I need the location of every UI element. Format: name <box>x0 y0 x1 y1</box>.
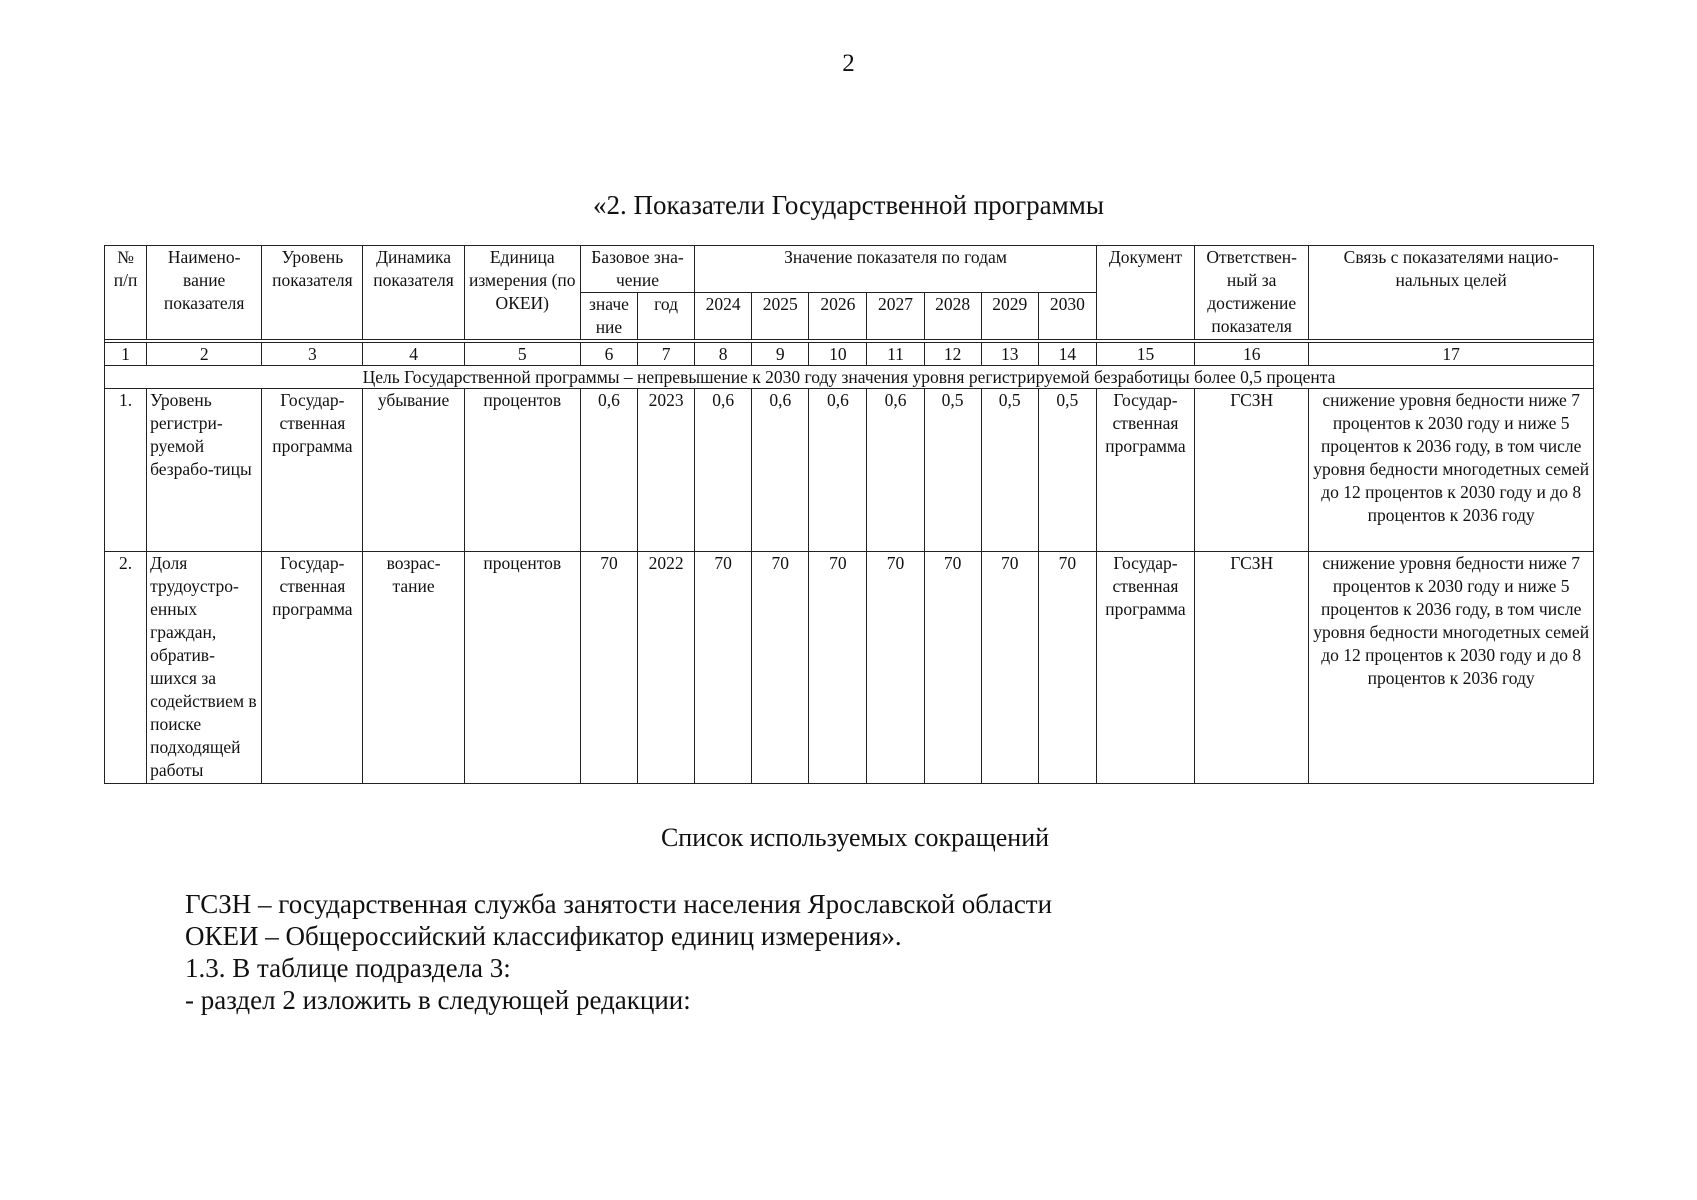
row-dynamics: возрас-тание <box>363 552 464 784</box>
row-value: 0,6 <box>752 389 809 552</box>
header-base-year: год <box>638 293 695 340</box>
abbreviation-item: ГСЗН – государственная служба занятости населения Ярославской области <box>185 889 1053 919</box>
goal-row <box>105 366 1594 389</box>
row-base-year: 2022 <box>638 552 695 784</box>
row-value: 0,5 <box>924 389 981 552</box>
row-unit: процентов <box>464 552 580 784</box>
header-dynamics: Динамика показателя <box>363 246 464 340</box>
indicators-table <box>104 245 1594 784</box>
column-number: 9 <box>752 343 809 366</box>
abbreviation-item: ОКЕИ – Общероссийский классификатор единиц измерения». <box>185 921 902 951</box>
row-base-year: 2023 <box>638 389 695 552</box>
goal-text: Цель Государственной программы – непревышение к 2030 году значения уровня регистрируемой безработицы более 0,5 процента <box>105 366 1594 389</box>
row-num: 2. <box>105 552 147 784</box>
row-value: 70 <box>924 552 981 784</box>
page-number: 2 <box>842 50 855 77</box>
row-value: 70 <box>981 552 1038 784</box>
row-value: 70 <box>752 552 809 784</box>
abbreviations-title: Список используемых сокращений <box>660 823 1050 852</box>
paragraph: - раздел 2 изложить в следующей редакции: <box>185 985 691 1015</box>
column-number: 11 <box>867 343 924 366</box>
column-number: 5 <box>464 343 580 366</box>
row-value: 0,6 <box>809 389 867 552</box>
row-base-value: 70 <box>580 552 637 784</box>
row-document: Государ-ственная программа <box>1096 552 1194 784</box>
header-document: Документ <box>1096 246 1194 340</box>
row-link: снижение уровня бедности ниже 7 процентов к 2030 году и ниже 5 процентов к 2036 году, в том числе уровня бедности многодетных семей до 12 процентов к 2030 году и до 8 процентов к 2036 году <box>1309 552 1594 784</box>
abbreviations-block <box>185 888 1052 1016</box>
column-number: 14 <box>1038 343 1096 366</box>
row-value: 70 <box>695 552 752 784</box>
header-year: 2026 <box>809 293 867 340</box>
row-document: Государ-ственная программа <box>1096 389 1194 552</box>
column-number: 6 <box>580 343 637 366</box>
header-base-value: значе ние <box>580 293 637 340</box>
column-number: 4 <box>363 343 464 366</box>
column-number: 3 <box>262 343 363 366</box>
header-by-years: Значение показателя по годам <box>695 246 1097 293</box>
header-year: 2028 <box>924 293 981 340</box>
column-number: 13 <box>981 343 1038 366</box>
header-num: № п/п <box>105 246 147 340</box>
row-value: 0,5 <box>981 389 1038 552</box>
row-unit: процентов <box>464 389 580 552</box>
row-responsible: ГСЗН <box>1195 389 1309 552</box>
row-value: 0,5 <box>1038 389 1096 552</box>
column-number: 1 <box>105 343 147 366</box>
row-level: Государ-ственная программа <box>262 552 363 784</box>
column-number: 10 <box>809 343 867 366</box>
row-base-value: 0,6 <box>580 389 637 552</box>
header-responsible: Ответствен-ный за достижение показателя <box>1195 246 1309 340</box>
row-responsible: ГСЗН <box>1195 552 1309 784</box>
header-year: 2029 <box>981 293 1038 340</box>
header-unit: Единица измерения (по ОКЕИ) <box>464 246 580 340</box>
header-row-1 <box>105 246 1594 293</box>
row-link: снижение уровня бедности ниже 7 процентов к 2030 году и ниже 5 процентов к 2036 году, в том числе уровня бедности многодетных семей до 12 процентов к 2030 году и до 8 процентов к 2036 году <box>1309 389 1594 552</box>
row-name: Уровень регистри-руемой безрабо-тицы <box>147 389 262 552</box>
section-title: «2. Показатели Государственной программы <box>593 190 1104 220</box>
column-number: 7 <box>638 343 695 366</box>
row-num: 1. <box>105 389 147 552</box>
column-number: 2 <box>147 343 262 366</box>
row-value: 0,6 <box>695 389 752 552</box>
row-level: Государ-ственная программа <box>262 389 363 552</box>
row-value: 0,6 <box>867 389 924 552</box>
row-value: 70 <box>1038 552 1096 784</box>
header-year: 2025 <box>752 293 809 340</box>
column-number: 16 <box>1195 343 1309 366</box>
row-value: 70 <box>809 552 867 784</box>
row-dynamics: убывание <box>363 389 464 552</box>
header-year: 2027 <box>867 293 924 340</box>
header-level: Уровень показателя <box>262 246 363 340</box>
header-year: 2024 <box>695 293 752 340</box>
header-link: Связь с показателями нацио-нальных целей <box>1309 246 1594 340</box>
table-row <box>105 552 1594 784</box>
table-row <box>105 389 1594 552</box>
row-value: 70 <box>867 552 924 784</box>
header-name: Наимено-вание показателя <box>147 246 262 340</box>
column-number: 8 <box>695 343 752 366</box>
header-year: 2030 <box>1038 293 1096 340</box>
column-number-row <box>105 343 1594 366</box>
column-number: 17 <box>1309 343 1594 366</box>
row-name: Доля трудоустро-енных граждан, обратив-шихся за содействием в поиске подходящей работы <box>147 552 262 784</box>
header-base: Базовое зна-чение <box>580 246 694 293</box>
column-number: 12 <box>924 343 981 366</box>
paragraph: 1.3. В таблице подраздела 3: <box>185 953 511 983</box>
column-number: 15 <box>1096 343 1194 366</box>
